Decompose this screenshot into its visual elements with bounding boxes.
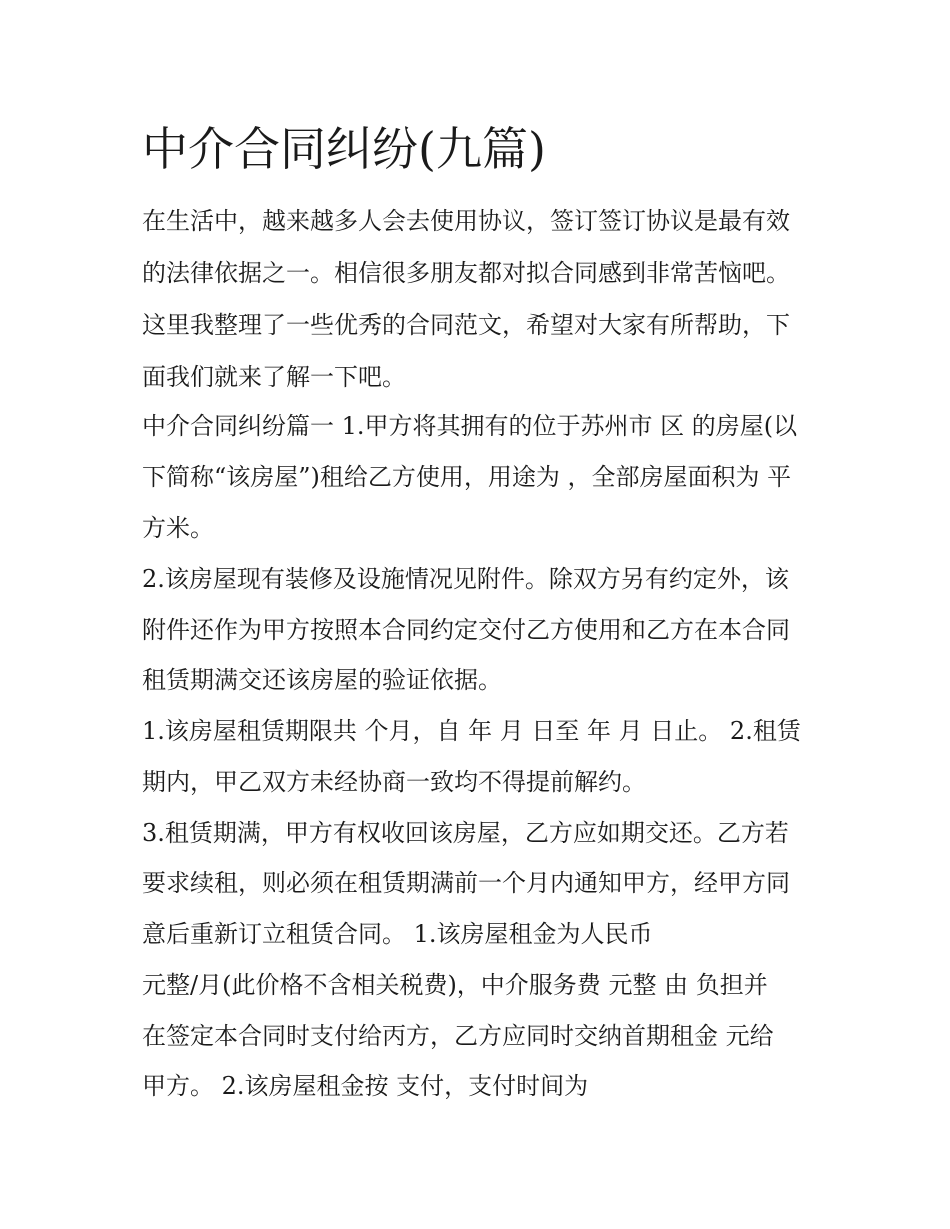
body-line: 元整/月(此价格不含相关税费)，中介服务费 元整 由 负担并 [142, 971, 768, 999]
body-line: 这里我整理了一些优秀的合同范文，希望对大家有所帮助，下 [142, 311, 790, 339]
body-line: 下简称“该房屋”)租给乙方使用，用途为 ，全部房屋面积为 平 [142, 463, 792, 491]
body-line: 在生活中，越来越多人会去使用协议，签订签订协议是最有效 [142, 207, 790, 235]
document-title: 中介合同纠纷(九篇) [142, 122, 546, 176]
body-line: 方米。 [142, 514, 214, 542]
body-line: 中介合同纠纷篇一 1.甲方将其拥有的位于苏州市 区 的房屋(以 [142, 412, 798, 440]
body-line: 在签定本合同时支付给丙方，乙方应同时交纳首期租金 元给 [142, 1022, 774, 1050]
body-line: 3.租赁期满，甲方有权收回该房屋，乙方应如期交还。乙方若 [142, 819, 789, 847]
body-line: 面我们就来了解一下吧。 [142, 363, 406, 391]
body-line: 要求续租，则必须在租赁期满前一个月内通知甲方，经甲方同 [142, 869, 790, 897]
body-line: 的法律依据之一。相信很多朋友都对拟合同感到非常苦恼吧。 [142, 259, 790, 287]
body-line: 意后重新订立租赁合同。 1.该房屋租金为人民币 [142, 920, 653, 948]
body-line: 租赁期满交还该房屋的验证依据。 [142, 666, 502, 694]
body-line: 1.该房屋租赁期限共 个月，自 年 月 日至 年 月 日止。 2.租赁 [142, 717, 801, 745]
body-line: 甲方。 2.该房屋租金按 支付，支付时间为 [142, 1072, 589, 1100]
body-line: 附件还作为甲方按照本合同约定交付乙方使用和乙方在本合同 [142, 616, 790, 644]
body-line: 期内，甲乙双方未经协商一致均不得提前解约。 [142, 768, 646, 796]
body-line: 2.该房屋现有装修及设施情况见附件。除双方另有约定外，该 [142, 565, 789, 593]
